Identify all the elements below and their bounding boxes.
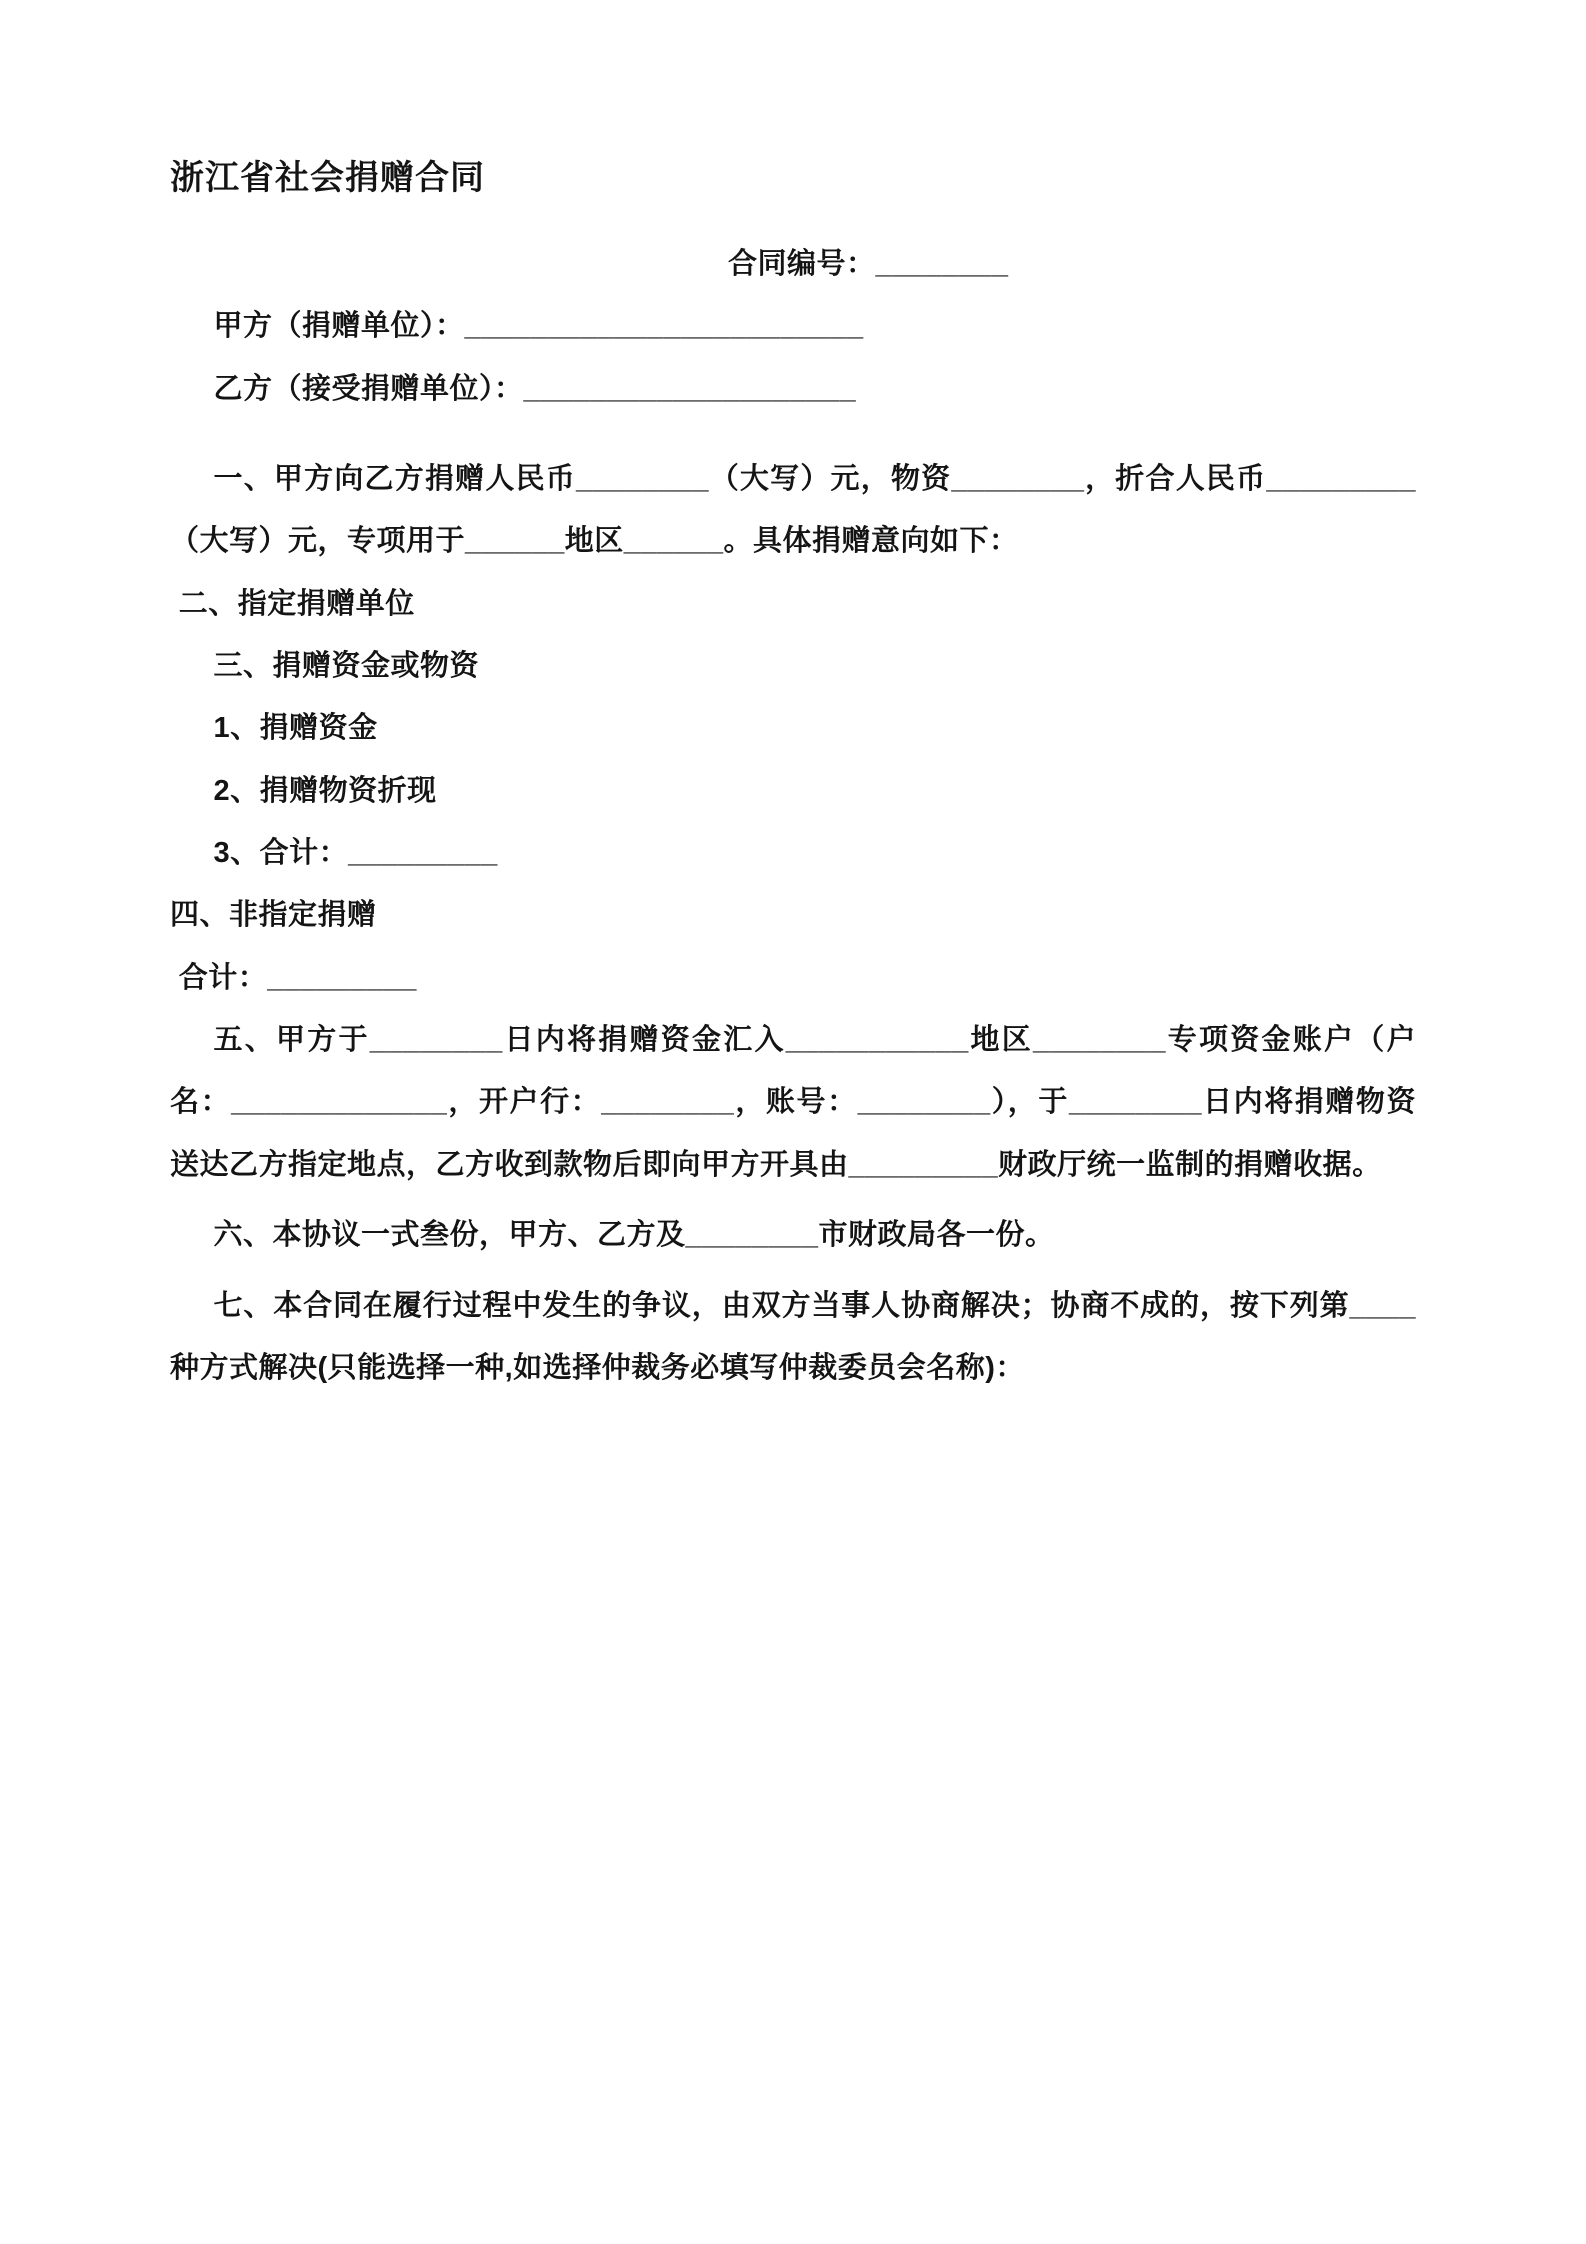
clause-3-item-donation-funds: 1、捐赠资金 [213,712,378,745]
clause-5-payment-terms: 五、甲方于________日内将捐赠资金汇入___________地区________专项资金账户（户名：_____________，开户行：________，账号：________），于________日内将捐赠物资送达乙方指定地点，乙方收到款物后即向甲方开具由_________财政厅统一监制的捐赠收据。 [170,1024,1416,1181]
clause-6-copies: 六、本协议一式叁份，甲方、乙方及________市财政局各一份。 [213,1219,1055,1252]
clause-3-funds-or-goods: 三、捐赠资金或物资 [213,650,480,683]
document-title: 浙江省社会捐赠合同 [170,159,485,197]
clause-3-item-goods-conversion: 2、捐赠物资折现 [213,774,437,807]
clause-3-item-total: 3、合计：_________ [213,837,498,870]
clause-4-non-designated: 四、非指定捐赠 [170,899,377,932]
clause-7-dispute-resolution: 七、本合同在履行过程中发生的争议，由双方当事人协商解决；协商不成的，按下列第____种方式解决(只能选择一种,如选择仲裁务必填写仲裁委员会名称)： [170,1289,1416,1384]
party-a-line: 甲方（捐赠单位）：________________________ [213,310,864,343]
party-b-line: 乙方（接受捐赠单位）：____________________ [213,372,857,405]
clause-4-total-line: 合计：_________ [178,961,417,994]
clause-2-designated-unit: 二、指定捐赠单位 [178,587,415,620]
clause-1-donation-amount: 一、甲方向乙方捐赠人民币________（大写）元，物资________，折合人民币_________（大写）元，专项用于______地区______。具体捐赠意向如下： [170,463,1416,558]
contract-number-line: 合同编号：________ [728,248,1009,280]
